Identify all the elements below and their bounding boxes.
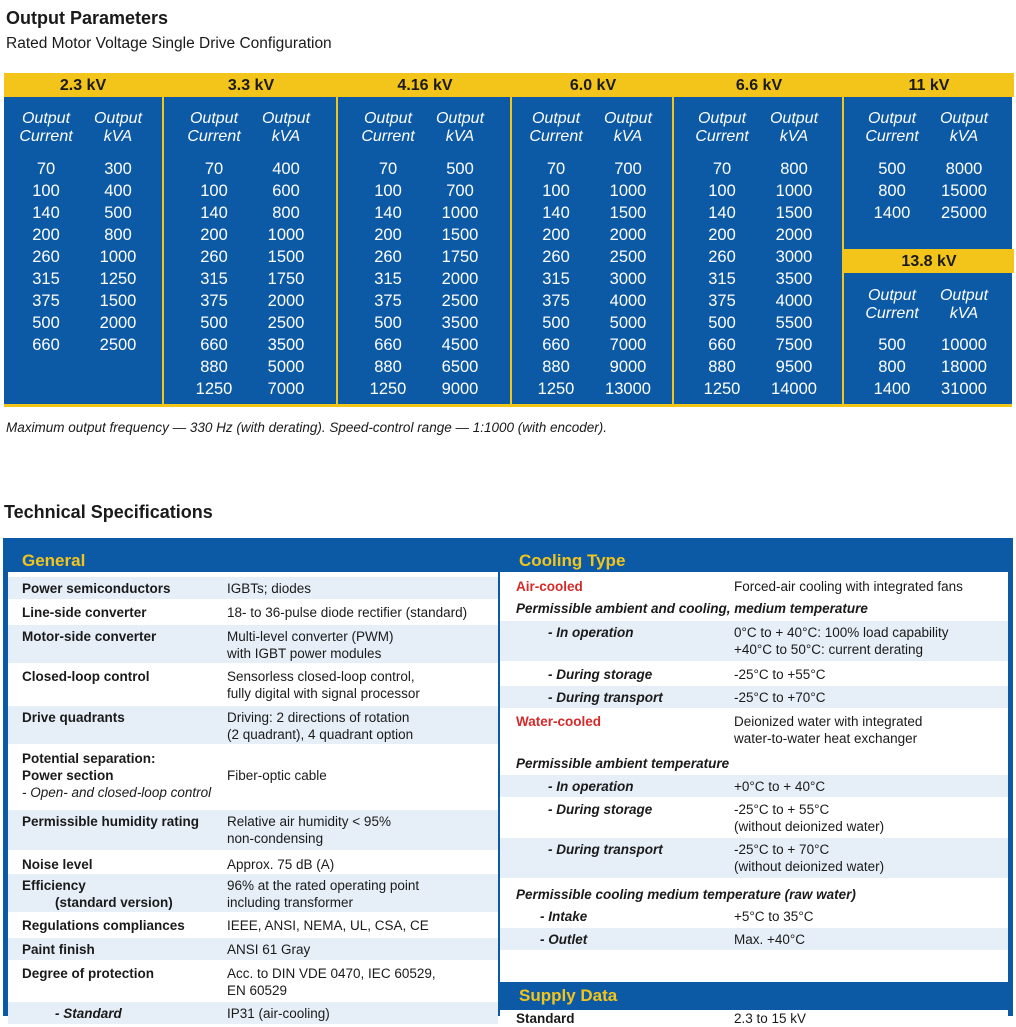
output-current-value: 260 bbox=[374, 248, 402, 266]
output-current-header: Output Current bbox=[19, 110, 73, 145]
voltage-section bbox=[4, 73, 162, 407]
output-current-value: 1400 bbox=[873, 380, 911, 398]
output-current-value: 660 bbox=[374, 336, 402, 354]
spec-value: Max. +40°C bbox=[734, 932, 806, 947]
output-current-value: 200 bbox=[200, 226, 228, 244]
spec-value: Approx. 75 dB (A) bbox=[227, 857, 335, 872]
output-current-value: 70 bbox=[546, 160, 566, 178]
page-title: Output Parameters bbox=[6, 8, 169, 28]
output-kva-value: 1000 bbox=[99, 248, 137, 266]
output-current-value: 880 bbox=[542, 358, 570, 376]
output-current-value: 200 bbox=[32, 226, 60, 244]
output-current-value: 1250 bbox=[703, 380, 741, 398]
output-kva-value: 1500 bbox=[267, 248, 305, 266]
output-kva-value: 1000 bbox=[609, 182, 647, 200]
output-current-value: 660 bbox=[542, 336, 570, 354]
output-kva-value: 7000 bbox=[267, 380, 305, 398]
output-kva-value: 3000 bbox=[775, 248, 813, 266]
spec-label: - In operation bbox=[548, 625, 634, 640]
spec-row bbox=[8, 914, 498, 936]
output-current-value: 315 bbox=[200, 270, 228, 288]
output-current-value: 315 bbox=[542, 270, 570, 288]
output-kva-header: Output kVA bbox=[603, 110, 653, 145]
output-kva-value: 5000 bbox=[267, 358, 305, 376]
page-subtitle: Rated Motor Voltage Single Drive Configuration bbox=[6, 35, 332, 52]
voltage-section bbox=[336, 73, 512, 407]
output-kva-value: 1500 bbox=[609, 204, 647, 222]
output-current-value: 500 bbox=[878, 336, 906, 354]
output-kva-value: 2500 bbox=[267, 314, 305, 332]
spec-label: Regulations compliances bbox=[22, 918, 185, 933]
spec-value: ANSI 61 Gray bbox=[227, 942, 311, 957]
output-current-header: Output Current bbox=[865, 287, 919, 322]
spec-value: Multi-level converter (PWM) bbox=[227, 629, 394, 644]
spec-row bbox=[500, 905, 1008, 927]
cooling-heading: Cooling Type bbox=[519, 551, 626, 570]
spec-label-line2: (standard version) bbox=[55, 895, 173, 910]
output-current-value: 100 bbox=[374, 182, 402, 200]
output-kva-value: 4000 bbox=[609, 292, 647, 310]
spec-row bbox=[8, 938, 498, 960]
output-kva-value: 800 bbox=[780, 160, 808, 178]
output-current-value: 100 bbox=[200, 182, 228, 200]
voltage-header: 6.6 kV bbox=[674, 73, 844, 97]
output-kva-header: Output kVA bbox=[769, 110, 819, 145]
output-kva-value: 7500 bbox=[775, 336, 813, 354]
voltage-header: 6.0 kV bbox=[512, 73, 674, 97]
output-current-value: 500 bbox=[200, 314, 228, 332]
output-current-value: 660 bbox=[200, 336, 228, 354]
output-parameters-table bbox=[4, 73, 1012, 407]
output-current-value: 200 bbox=[708, 226, 736, 244]
spec-label: Noise level bbox=[22, 857, 93, 872]
output-current-value: 260 bbox=[32, 248, 60, 266]
spec-row bbox=[8, 1002, 498, 1024]
specs-title: Technical Specifications bbox=[4, 502, 213, 522]
spec-label: Degree of protection bbox=[22, 966, 155, 981]
supply-heading: Supply Data bbox=[519, 986, 618, 1005]
raw-water-subheading: Permissible cooling medium temperature (raw water) bbox=[516, 887, 856, 902]
output-kva-value: 8000 bbox=[945, 160, 983, 178]
spec-label: Drive quadrants bbox=[22, 710, 125, 725]
spec-value: IGBTs; diodes bbox=[227, 581, 312, 596]
output-kva-value: 1750 bbox=[441, 248, 479, 266]
spec-value: 96% at the rated operating point bbox=[227, 878, 420, 893]
output-current-value: 70 bbox=[378, 160, 398, 178]
output-kva-value: 1000 bbox=[775, 182, 813, 200]
output-kva-value: 25000 bbox=[941, 204, 987, 222]
output-current-value: 260 bbox=[708, 248, 736, 266]
output-current-value: 260 bbox=[542, 248, 570, 266]
spec-value-line2: EN 60529 bbox=[227, 983, 288, 998]
voltage-header: 3.3 kV bbox=[164, 73, 338, 97]
output-current-value: 500 bbox=[878, 160, 906, 178]
output-kva-value: 2000 bbox=[441, 270, 479, 288]
spec-value: Relative air humidity < 95% bbox=[227, 814, 391, 829]
water-cooled-value-line2: water-to-water heat exchanger bbox=[734, 731, 918, 746]
output-kva-header: Output kVA bbox=[261, 110, 311, 145]
spec-label-line3: - Open- and closed-loop control bbox=[22, 785, 212, 800]
spec-value-line2: +40°C to 50°C: current derating bbox=[734, 642, 924, 657]
output-current-value: 660 bbox=[708, 336, 736, 354]
output-kva-value: 1500 bbox=[775, 204, 813, 222]
output-current-value: 375 bbox=[200, 292, 228, 310]
spec-row bbox=[500, 838, 1008, 878]
output-kva-value: 9000 bbox=[609, 358, 647, 376]
output-kva-value: 1250 bbox=[99, 270, 137, 288]
spec-label: - In operation bbox=[548, 779, 634, 794]
spec-label: - During transport bbox=[548, 690, 663, 705]
output-kva-value: 9500 bbox=[775, 358, 813, 376]
voltage-header: 2.3 kV bbox=[4, 73, 162, 97]
output-kva-value: 1500 bbox=[441, 226, 479, 244]
spec-label: Line-side converter bbox=[22, 605, 147, 620]
spec-value: IEEE, ANSI, NEMA, UL, CSA, CE bbox=[227, 918, 429, 933]
output-kva-value: 4500 bbox=[441, 336, 479, 354]
cooling-pane bbox=[500, 572, 1008, 982]
spec-row bbox=[500, 686, 1008, 708]
output-current-value: 260 bbox=[200, 248, 228, 266]
general-pane bbox=[8, 572, 498, 1021]
output-kva-value: 3500 bbox=[267, 336, 305, 354]
voltage-header: 13.8 kV bbox=[844, 249, 1014, 273]
output-current-value: 70 bbox=[204, 160, 224, 178]
output-current-value: 1250 bbox=[537, 380, 575, 398]
output-kva-value: 500 bbox=[446, 160, 474, 178]
output-current-value: 375 bbox=[32, 292, 60, 310]
spec-value: Fiber-optic cable bbox=[227, 768, 327, 783]
spec-row bbox=[8, 962, 498, 1002]
spec-row bbox=[500, 798, 1008, 838]
spec-label: - Standard bbox=[55, 1006, 122, 1021]
output-current-value: 315 bbox=[32, 270, 60, 288]
output-kva-header: Output kVA bbox=[939, 110, 989, 145]
spec-label: Potential separation: bbox=[22, 751, 156, 766]
voltage-section bbox=[842, 73, 1014, 407]
output-current-header: Output Current bbox=[865, 110, 919, 145]
spec-row bbox=[8, 665, 498, 703]
output-current-value: 800 bbox=[878, 358, 906, 376]
spec-label-line2: Power section bbox=[22, 768, 114, 783]
spec-row bbox=[500, 621, 1008, 661]
output-current-value: 500 bbox=[374, 314, 402, 332]
spec-row bbox=[8, 706, 498, 744]
spec-row bbox=[500, 775, 1008, 797]
output-kva-value: 7000 bbox=[609, 336, 647, 354]
output-kva-value: 400 bbox=[104, 182, 132, 200]
output-kva-value: 9000 bbox=[441, 380, 479, 398]
spec-value-line2: fully digital with signal processor bbox=[227, 686, 420, 701]
output-kva-value: 700 bbox=[446, 182, 474, 200]
output-kva-value: 2500 bbox=[99, 336, 137, 354]
spec-value: Driving: 2 directions of rotation bbox=[227, 710, 410, 725]
output-kva-value: 18000 bbox=[941, 358, 987, 376]
spec-value: +0°C to + 40°C bbox=[734, 779, 826, 794]
spec-row bbox=[8, 625, 498, 663]
water-cooled-label: Water-cooled bbox=[516, 714, 602, 729]
output-current-value: 375 bbox=[374, 292, 402, 310]
spec-value: IP31 (air-cooling) bbox=[227, 1006, 330, 1021]
spec-row bbox=[500, 710, 1008, 750]
output-kva-value: 1750 bbox=[267, 270, 305, 288]
spec-label: - During storage bbox=[548, 667, 653, 682]
output-current-value: 315 bbox=[374, 270, 402, 288]
spec-value: Sensorless closed-loop control, bbox=[227, 669, 415, 684]
spec-value: +5°C to 35°C bbox=[734, 909, 814, 924]
output-kva-value: 13000 bbox=[605, 380, 651, 398]
output-kva-value: 10000 bbox=[941, 336, 987, 354]
spec-value: -25°C to +70°C bbox=[734, 690, 826, 705]
output-kva-header: Output kVA bbox=[435, 110, 485, 145]
output-current-value: 315 bbox=[708, 270, 736, 288]
output-kva-value: 500 bbox=[104, 204, 132, 222]
output-current-value: 500 bbox=[32, 314, 60, 332]
output-current-value: 375 bbox=[542, 292, 570, 310]
output-current-value: 140 bbox=[374, 204, 402, 222]
air-cooled-subheading: Permissible ambient and cooling, medium temperature bbox=[516, 601, 868, 616]
output-footnote: Maximum output frequency — 330 Hz (with derating). Speed-control range — 1:1000 (with encoder). bbox=[6, 420, 608, 435]
general-heading: General bbox=[22, 551, 86, 570]
spec-label: Motor-side converter bbox=[22, 629, 157, 644]
output-kva-value: 2500 bbox=[609, 248, 647, 266]
output-current-header: Output Current bbox=[529, 110, 583, 145]
output-kva-value: 15000 bbox=[941, 182, 987, 200]
spec-label: Closed-loop control bbox=[22, 669, 150, 684]
output-current-value: 800 bbox=[878, 182, 906, 200]
output-kva-value: 3500 bbox=[441, 314, 479, 332]
spec-value: -25°C to + 70°C bbox=[734, 842, 830, 857]
spec-label: Efficiency bbox=[22, 878, 86, 893]
spec-label: - Outlet bbox=[540, 932, 588, 947]
spec-value-line2: including transformer bbox=[227, 895, 354, 910]
output-kva-value: 1000 bbox=[267, 226, 305, 244]
voltage-section bbox=[162, 73, 338, 407]
output-kva-value: 3000 bbox=[609, 270, 647, 288]
output-current-value: 1400 bbox=[873, 204, 911, 222]
output-current-value: 140 bbox=[542, 204, 570, 222]
output-current-value: 140 bbox=[200, 204, 228, 222]
spec-row bbox=[500, 928, 1008, 950]
output-kva-value: 1000 bbox=[441, 204, 479, 222]
output-kva-value: 5000 bbox=[609, 314, 647, 332]
output-kva-value: 3500 bbox=[775, 270, 813, 288]
output-kva-value: 700 bbox=[614, 160, 642, 178]
spec-value-line2: non-condensing bbox=[227, 831, 324, 846]
output-current-value: 500 bbox=[542, 314, 570, 332]
output-kva-value: 14000 bbox=[771, 380, 817, 398]
output-kva-value: 1500 bbox=[99, 292, 137, 310]
output-current-value: 375 bbox=[708, 292, 736, 310]
output-kva-value: 2000 bbox=[99, 314, 137, 332]
voltage-section bbox=[672, 73, 844, 407]
output-current-value: 70 bbox=[36, 160, 56, 178]
output-current-value: 100 bbox=[708, 182, 736, 200]
output-current-value: 200 bbox=[374, 226, 402, 244]
spec-value-line2: (2 quadrant), 4 quadrant option bbox=[227, 727, 414, 742]
spec-value-line2: (without deionized water) bbox=[734, 819, 885, 834]
output-kva-value: 800 bbox=[104, 226, 132, 244]
spec-value: 0°C to + 40°C: 100% load capability bbox=[734, 625, 949, 640]
spec-row bbox=[500, 663, 1008, 685]
voltage-section bbox=[510, 73, 674, 407]
voltage-header: 4.16 kV bbox=[338, 73, 512, 97]
output-current-value: 1250 bbox=[369, 380, 407, 398]
spec-row bbox=[8, 577, 498, 599]
output-kva-value: 400 bbox=[272, 160, 300, 178]
output-kva-header: Output kVA bbox=[939, 287, 989, 322]
output-kva-value: 6500 bbox=[441, 358, 479, 376]
spec-value-line2: with IGBT power modules bbox=[227, 646, 382, 661]
output-current-value: 880 bbox=[200, 358, 228, 376]
voltage-header: 11 kV bbox=[844, 73, 1014, 97]
output-current-value: 660 bbox=[32, 336, 60, 354]
output-kva-value: 2000 bbox=[609, 226, 647, 244]
output-current-value: 140 bbox=[708, 204, 736, 222]
spec-row bbox=[8, 810, 498, 850]
spec-row bbox=[8, 874, 498, 912]
output-current-header: Output Current bbox=[361, 110, 415, 145]
spec-label: - Intake bbox=[540, 909, 588, 924]
spec-label: Paint finish bbox=[22, 942, 95, 957]
spec-value: Acc. to DIN VDE 0470, IEC 60529, bbox=[227, 966, 436, 981]
output-current-value: 100 bbox=[542, 182, 570, 200]
output-kva-value: 600 bbox=[272, 182, 300, 200]
spec-row bbox=[8, 853, 498, 875]
output-kva-header: Output kVA bbox=[93, 110, 143, 145]
output-current-value: 880 bbox=[708, 358, 736, 376]
air-cooled-value: Forced-air cooling with integrated fans bbox=[734, 579, 963, 594]
spec-row bbox=[8, 747, 498, 809]
supply-pane bbox=[500, 1010, 1008, 1026]
water-cooled-subheading: Permissible ambient temperature bbox=[516, 756, 730, 771]
output-kva-value: 2000 bbox=[267, 292, 305, 310]
output-current-header: Output Current bbox=[695, 110, 749, 145]
output-kva-value: 300 bbox=[104, 160, 132, 178]
output-kva-value: 2000 bbox=[775, 226, 813, 244]
output-current-value: 100 bbox=[32, 182, 60, 200]
output-current-value: 880 bbox=[374, 358, 402, 376]
table-bottom-rule bbox=[4, 404, 1012, 407]
technical-specifications bbox=[3, 538, 1013, 1026]
spec-label: Power semiconductors bbox=[22, 581, 171, 596]
output-current-value: 70 bbox=[712, 160, 732, 178]
air-cooled-label: Air-cooled bbox=[516, 579, 583, 594]
spec-value: -25°C to + 55°C bbox=[734, 802, 830, 817]
spec-row bbox=[8, 601, 498, 623]
spec-value-line2: (without deionized water) bbox=[734, 859, 885, 874]
output-kva-value: 800 bbox=[272, 204, 300, 222]
output-current-value: 500 bbox=[708, 314, 736, 332]
output-current-header: Output Current bbox=[187, 110, 241, 145]
spec-label: - During storage bbox=[548, 802, 653, 817]
output-current-value: 1250 bbox=[195, 380, 233, 398]
spec-label: Standard bbox=[516, 1011, 575, 1026]
spec-value: 2.3 to 15 kV bbox=[734, 1011, 807, 1026]
spec-label: Permissible humidity rating bbox=[22, 814, 200, 829]
output-kva-value: 2500 bbox=[441, 292, 479, 310]
output-kva-value: 4000 bbox=[775, 292, 813, 310]
output-kva-value: 5500 bbox=[775, 314, 813, 332]
spec-row bbox=[500, 576, 1008, 596]
spec-value: 18- to 36-pulse diode rectifier (standard) bbox=[227, 605, 468, 620]
output-current-value: 200 bbox=[542, 226, 570, 244]
spec-label: - During transport bbox=[548, 842, 663, 857]
output-kva-value: 31000 bbox=[941, 380, 987, 398]
output-current-value: 140 bbox=[32, 204, 60, 222]
water-cooled-value: Deionized water with integrated bbox=[734, 714, 923, 729]
spec-value: -25°C to +55°C bbox=[734, 667, 826, 682]
